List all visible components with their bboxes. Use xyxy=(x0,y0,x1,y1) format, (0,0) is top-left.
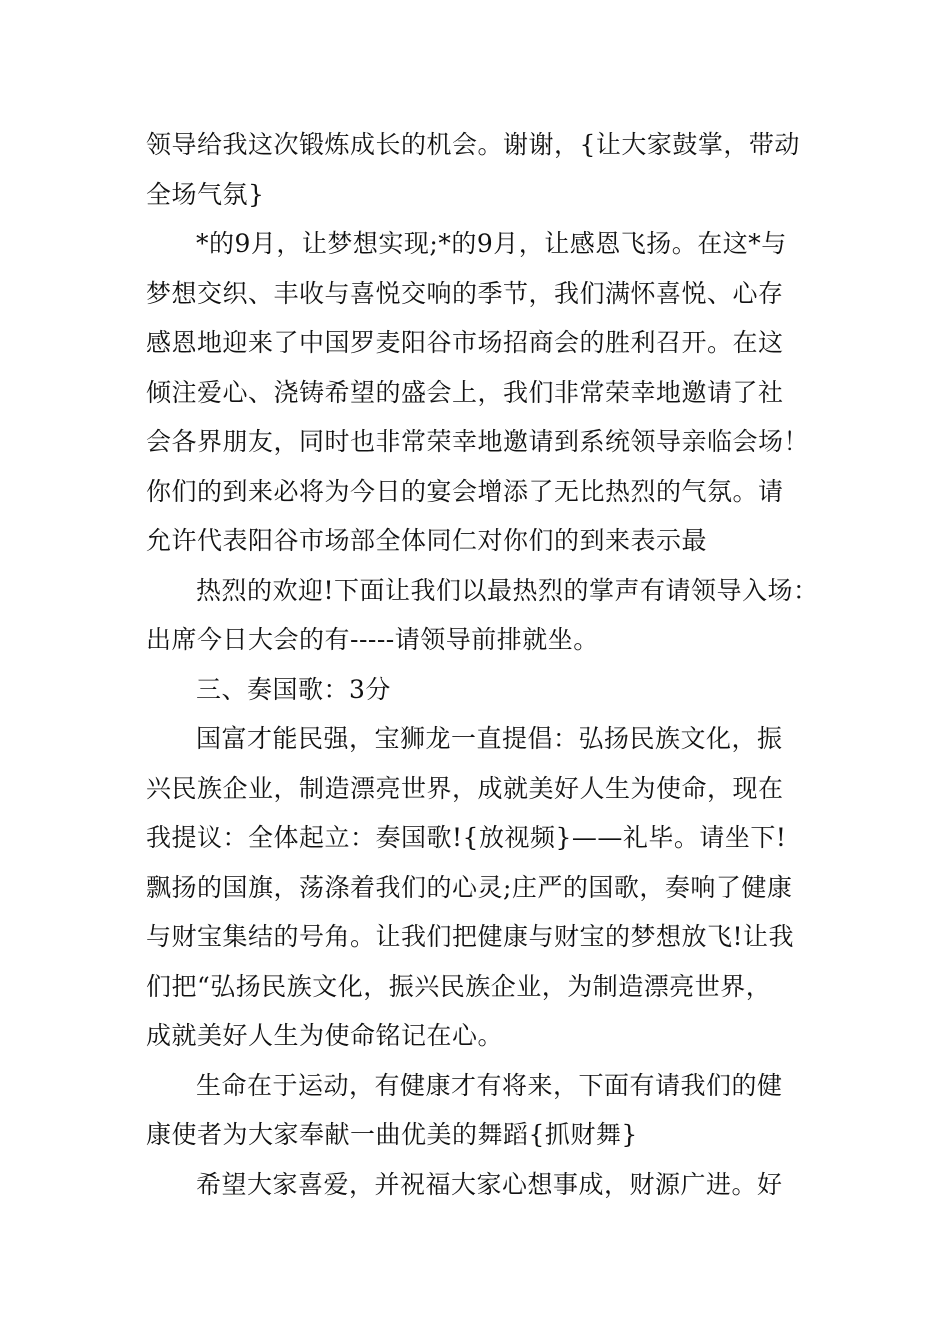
text-line: 出席今日大会的有-----请领导前排就坐。 xyxy=(146,625,599,654)
text-line: 与财宝集结的号角。让我们把健康与财宝的梦想放飞!让我 xyxy=(146,922,795,951)
text-line: 倾注爱心、浇铸希望的盛会上，我们非常荣幸地邀请了社 xyxy=(146,377,784,407)
text-line: 允许代表阳谷市场部全体同仁对你们的到来表示最 xyxy=(146,526,708,555)
text-line: 感恩地迎来了中国罗麦阳谷市场招商会的胜利召开。在这 xyxy=(146,328,784,357)
text-line: 会各界朋友，同时也非常荣幸地邀请到系统领导亲临会场！ xyxy=(146,427,810,456)
text-line: 国富才能民强，宝狮龙一直提倡：弘扬民族文化，振 xyxy=(196,724,783,753)
text-line: 生命在于运动，有健康才有将来，下面有请我们的健 xyxy=(196,1070,783,1100)
text-line: *的9月，让梦想实现;*的9月，让感恩飞扬。在这*与 xyxy=(196,229,787,258)
text-line: 飘扬的国旗，荡涤着我们的心灵;庄严的国歌，奏响了健康 xyxy=(146,872,793,902)
text-line: 康使者为大家奉献一曲优美的舞蹈{抓财舞} xyxy=(146,1120,638,1149)
text-line: 热烈的欢迎!下面让我们以最热烈的掌声有请领导入场： xyxy=(196,575,819,605)
text-line: 我提议：全体起立：奏国歌!{放视频}——礼毕。请坐下! xyxy=(146,823,787,852)
text-line: 希望大家喜爱，并祝福大家心想事成，财源广进。好 xyxy=(196,1169,783,1199)
text-line: 兴民族企业，制造漂亮世界，成就美好人生为使命，现在 xyxy=(146,773,784,803)
text-line: 们把“弘扬民族文化，振兴民族企业，为制造漂亮世界， xyxy=(146,971,772,1001)
text-line: 梦想交织、丰收与喜悦交响的季节，我们满怀喜悦、心存 xyxy=(146,278,784,308)
text-line: 你们的到来必将为今日的宴会增添了无比热烈的气氛。请 xyxy=(146,476,784,506)
section-heading: 三、奏国歌：3分 xyxy=(196,674,391,704)
text-line: 成就美好人生为使命铭记在心。 xyxy=(146,1021,504,1050)
text-line: 全场气氛} xyxy=(146,179,265,209)
body-text xyxy=(146,120,819,1209)
text-line: 领导给我这次锻炼成长的机会。谢谢，{让大家鼓掌，带动 xyxy=(146,130,800,159)
